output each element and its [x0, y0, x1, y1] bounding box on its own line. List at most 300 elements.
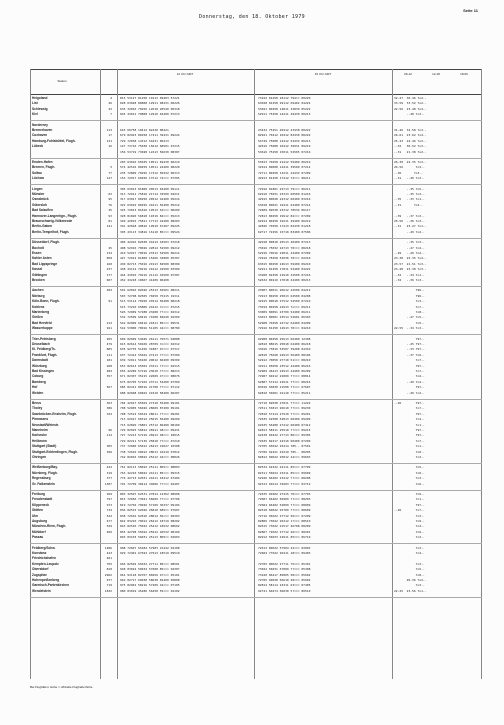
obs-12utc: 410 52917 70016 23313 52500 06214	[120, 250, 180, 255]
temp-extremes: 7o9--	[394, 529, 425, 534]
station-name: Lingen	[32, 186, 43, 191]
station-index: 160	[106, 261, 112, 266]
station-index: 479	[106, 341, 112, 346]
station-name: Köln-Bonn, Flugh.	[32, 299, 60, 304]
temp-extremes: --35 7o3--	[394, 240, 425, 245]
obs-12utc: 737 72600 65012 26213 19627 10308	[120, 444, 180, 449]
temp-extremes: --35 7o5--	[394, 186, 425, 191]
temp-extremes: 23-57 21-51 7o3--	[394, 261, 427, 266]
table-row	[30, 230, 482, 235]
station-index: 131	[106, 138, 112, 143]
temp-extremes: --28 7o3--	[394, 112, 425, 117]
obs-12utc: 742 82816 58022 25212 44=== 08826	[120, 455, 180, 459]
obs-15utc: 72705 80022 27711 75=== 05301	[258, 561, 311, 566]
station-index: 134	[106, 250, 112, 255]
temp-extremes: --31 23-27 7o1--	[394, 224, 427, 229]
obs-12utc: 542 53000 70016 51105 44=== 08789	[120, 326, 180, 331]
temp-extremes: 797--	[394, 385, 425, 390]
obs-15utc: 42915 80028 22312 60400 03216	[258, 197, 311, 202]
station-index: 43	[108, 106, 112, 111]
temp-extremes: 20-36 7o2--	[394, 577, 427, 582]
temp-extremes: 7o9--	[394, 519, 425, 523]
obs-15utc: 72913 80258 25813 62500 04208	[258, 293, 311, 298]
obs-15utc: 72705 60038 56610 48=== 05602	[258, 577, 311, 582]
temp-extremes: --36 7o3--	[394, 170, 423, 175]
temp-extremes: --35 --33 7o1--	[394, 197, 425, 202]
station-name: Darmstadt	[32, 358, 48, 363]
station-name: Hohenpeißenberg	[32, 577, 60, 582]
station-name: Hof	[32, 385, 38, 390]
obs-15utc: 82311 56024 23211 85=== 09609	[258, 470, 311, 475]
obs-15utc: 54729 75008 12412 54432 06213	[258, 138, 311, 143]
station-name: Weißenburg/Bay.	[32, 465, 58, 470]
obs-12utc: 156 53719 73028 12413 56630 08307	[120, 149, 180, 154]
temp-extremes: 7o8--	[394, 309, 425, 314]
obs-15utc: 63015 80258 22613 59400 09210	[258, 261, 311, 266]
station-index: 77	[108, 170, 112, 175]
station-name: Deuselbach	[32, 341, 50, 346]
obs-15utc: 72635 82217 22310 60400 07209	[258, 438, 311, 443]
station-index: 921	[106, 326, 112, 331]
station-name: Karlsruhe	[32, 433, 47, 438]
station-name: Trier-Petrisberg	[32, 336, 56, 341]
obs-12utc: 203 63010 65039 10511 69430 06219	[120, 160, 180, 164]
station-name: Soltau	[32, 170, 42, 175]
station-group	[30, 123, 482, 155]
station-name: Nürnberg, Flugh.	[32, 470, 58, 475]
station-index: 63	[108, 191, 112, 196]
station-name: List	[32, 101, 38, 106]
station-name: Hannover-Langenhgn., Flugh.	[32, 213, 78, 218]
footnote: Bei Flughäfen: Höhe = offizielle Flughafenhöhe	[30, 685, 93, 689]
temp-extremes: 7o3--	[394, 545, 425, 550]
obs-12utc: 395 43113 34816 16110 85=== 09524	[120, 229, 180, 234]
obs-12utc: 948 83022 50034 57608 85=== 04307	[120, 567, 180, 572]
temp-extremes: --29 7o4--	[394, 379, 425, 384]
obs-15utc: 72916 78258 52036 70=== 02210	[258, 256, 311, 261]
station-index: 406	[106, 529, 112, 534]
temp-extremes: 7o4--	[394, 417, 425, 422]
obs-12utc: 975 82901 58216 57209 44=== 07105	[120, 583, 180, 588]
date-line: Donnerstag, den 18. Oktober 1979	[199, 14, 305, 20]
obs-15utc: 62908 80258 25613 66400 12308	[258, 336, 311, 341]
station-index: 305	[106, 444, 112, 449]
station-index: 113	[106, 127, 112, 132]
obs-15utc: 32915 80018 27512 54500 07210	[258, 299, 311, 304]
obs-12utc: 028 63028 88808 12911 98431 06226	[120, 101, 180, 106]
station-name: Emden-Hafen	[32, 160, 53, 164]
station-group	[30, 187, 482, 236]
station-index: 443	[106, 550, 112, 555]
station-name: Passau	[32, 535, 44, 540]
obs-15utc: 72810 57214 27910 7?=== 09201	[258, 411, 311, 416]
obs-12utc: 819 72704 70026 57109 36337 09104	[120, 502, 180, 507]
obs-12utc: 532 72509 60416 71008 82640 04309	[120, 315, 180, 320]
obs-12utc: 542 82909 60416 21811 85=== 09531	[120, 320, 180, 325]
temp-extremes: 7o3--	[394, 561, 425, 566]
station-name: Bad Lippspringe	[32, 261, 58, 266]
obs-15utc: 72916 81258 12913 70=== 04210	[258, 326, 311, 331]
table-row	[30, 482, 482, 487]
station-name: Helgoland	[32, 96, 48, 100]
station-name: Regensburg	[32, 476, 51, 481]
obs-12utc: 713 62917 60312 25015 56400 09209	[120, 417, 180, 422]
station-index: 26	[108, 101, 112, 106]
station-name: Heilbronn	[32, 438, 47, 443]
obs-12utc: 609 82609 54026 26111 70571 04888	[120, 336, 180, 341]
station-index: 93	[108, 213, 112, 218]
temp-extremes: --39 --37 7o3--	[394, 213, 425, 218]
station-name: Kassel	[32, 267, 43, 272]
station-name: Kl. Feldberg/Ts.	[32, 347, 56, 352]
obs-12utc: 325 72813 81816 19513 54=== 00209	[120, 208, 180, 213]
station-index: 477	[106, 519, 112, 523]
obs-12utc: 855 42708 55022 25912 46532 08109	[120, 529, 180, 534]
table-row	[30, 455, 482, 460]
obs-12utc: 838 72616 62016 28012 56=== 09303	[120, 513, 180, 518]
station-index: 2962	[104, 572, 112, 577]
temp-extremes: 7o1--	[394, 422, 425, 427]
station-name: Neustadt/Weinstr.	[32, 422, 59, 427]
temp-extremes: 7o7--	[394, 406, 425, 411]
group-separator	[30, 286, 482, 287]
station-name: München-Riem, Flugh.	[32, 524, 67, 529]
obs-12utc: 715 62820 76801 25712 60400 08109	[120, 422, 180, 427]
station-name: Bocholt	[32, 245, 44, 250]
obs-12utc: 908 72607 65284 57903 21442 02108	[120, 545, 180, 550]
station-index: 111	[106, 352, 112, 357]
station-name: Oberstdorf	[32, 567, 49, 572]
obs-12utc: 615 82614 58106 28709 7o=== 04312	[120, 341, 180, 346]
station-index: 127	[106, 176, 112, 181]
temp-extremes: 7o4--	[394, 374, 425, 379]
temp-extremes: 7o3--	[394, 476, 425, 481]
temp-extremes: 797--	[394, 411, 425, 416]
group-separator	[30, 543, 482, 544]
station-index: 529	[106, 524, 112, 529]
station-name: Bamberg	[32, 379, 46, 384]
station-name: Wasserkuppe	[32, 326, 53, 331]
obs-15utc: 82807 72022 27712 46=== 08201	[258, 529, 311, 534]
station-index: 76	[108, 202, 112, 207]
station-index: 282	[106, 368, 112, 373]
obs-12utc: 836 82515 62026 26810 685== 07907	[120, 508, 180, 513]
station-name: Norderney	[32, 122, 48, 127]
station-index: 7	[110, 112, 112, 117]
station-group	[30, 546, 482, 595]
obs-15utc: 72916 81801 22713 79=== 06211	[258, 186, 311, 191]
temp-extremes: 25-56 --36 7o3--	[394, 218, 425, 223]
station-name: Tholey	[32, 406, 43, 411]
obs-15utc: 82921 70412 10412 82430 00222	[258, 133, 311, 138]
obs-15utc: 33016 73819 53507 39208 04310	[258, 347, 311, 352]
station-index: 797	[106, 497, 112, 502]
obs-12utc: 574 42516 80259 10511 24400 08220	[120, 165, 180, 170]
station-name: Braunschweig-Völkenrode	[32, 218, 73, 223]
station-name: Wendelstein	[32, 588, 51, 593]
station-name: Frankfurt, Flugh.	[32, 352, 58, 357]
obs-12utc: 503 72708 82505 70250 75215 19311	[120, 293, 180, 298]
obs-12utc: 708 52905 56026 28609 87200 09101	[120, 406, 180, 411]
temp-extremes: 7o1--	[394, 444, 425, 449]
station-index: 522	[106, 513, 112, 518]
obs-12utc: 685 82411 80516 21708 7?=== 07112	[120, 385, 180, 390]
obs-12utc: 501 62810 82026 25313 62501 08211	[120, 288, 180, 293]
obs-15utc: 72706 62221 22219 785-- 08205	[258, 449, 311, 454]
station-index: 377	[106, 476, 112, 481]
station-index: 269	[106, 492, 112, 496]
obs-15utc: 82912 56033 24911 85=== 06710	[258, 535, 311, 540]
station-group	[30, 401, 482, 460]
station-index: 607	[106, 277, 112, 282]
station-name: Göttingen	[32, 272, 48, 277]
page-number: Seite 11	[463, 8, 478, 13]
temp-extremes: --34 --34 7o1--	[394, 272, 425, 277]
temp-extremes: 33-59 33-52 7o2--	[394, 101, 427, 106]
obs-15utc: 42810 75028 24913 56400 08106	[258, 352, 311, 357]
obs-15utc: 83016 56830 21508 7?=== 07607	[258, 385, 311, 390]
obs-15utc: 62807 57214 22911 7?=== 08216	[258, 379, 311, 384]
temp-extremes: 797--	[394, 428, 425, 432]
station-index: 386	[106, 406, 112, 411]
station-name: Stuttgart-Echterdingen, Flugh.	[32, 449, 79, 454]
obs-12utc: 738 72610 60012 28013 44419 07812	[120, 449, 180, 454]
obs-15utc: 53013 70258 21412 59400 06219	[258, 160, 311, 164]
temp-extremes: 7o4--	[394, 524, 425, 529]
obs-15utc: 92721 60474 56030 5?=== 00510	[258, 588, 311, 593]
obs-12utc: 322 63019 80256 21611 56400 05212	[120, 202, 180, 207]
station-name: Mühldorf	[32, 529, 46, 534]
obs-15utc: 82518 60022 25709 7?=== 08609	[258, 508, 311, 513]
obs-15utc: 52908 70258 22712 62400 04209	[258, 320, 311, 325]
obs-15utc: 73222 81258 18112 794== 00220	[258, 96, 311, 100]
station-name: Stötten	[32, 508, 43, 513]
obs-12utc: 430 82713 75016 21913 82500 08309	[120, 261, 180, 266]
station-name: Öhringen	[32, 455, 47, 459]
obs-15utc: 42810 88015 25818 62400 06218	[258, 341, 311, 346]
obs-12utc: 708 72512 56524 28611 7?=== 09201	[120, 411, 180, 416]
obs-12utc: 317 63017 80256 20512 42400 05214	[120, 197, 180, 202]
station-name: Gütersloh	[32, 202, 48, 207]
station-index: 1832	[104, 588, 112, 593]
obs-12utc: 962 82717 60038 58638 82400 05808	[120, 577, 180, 582]
obs-12utc: 815 72656 73021 56609 7?=== 07706	[120, 497, 180, 502]
obs-15utc: 73022 56031 57809 7?=== 05308	[258, 567, 311, 572]
obs-15utc: 52926 66202 23412 7?=== 08208	[258, 476, 311, 481]
temp-extremes: --26 797--	[394, 401, 425, 405]
obs-15utc: 52916 70016 22811 42400 07209	[258, 250, 311, 255]
temp-extremes: 31-46 32-58 7o3--	[394, 127, 427, 132]
temp-extremes: --29 7o2--	[394, 390, 425, 395]
temp-extremes: --35 7o3--	[394, 191, 425, 196]
obs-15utc: 72607 66202 56909 7?=== 08203	[258, 497, 311, 502]
station-index: 363	[106, 401, 112, 405]
obs-15utc: 62717 72256 15710 83400 07506	[258, 229, 311, 234]
temp-extremes: 26-61 23-62 7o4--	[394, 133, 427, 138]
obs-12utc: 729 72038 14312 54431 06213	[120, 138, 169, 143]
station-name: Osnabrück	[32, 197, 49, 202]
obs-15utc: 92313 01614 32903 7?=== 03712	[258, 481, 311, 486]
temp-extremes: 7o9--	[394, 492, 425, 496]
station-name: Aachen	[32, 288, 44, 293]
station-name: Berlin-Gatow	[32, 224, 52, 229]
obs-12utc: 929 72401 67022 27913 18519 09510	[120, 550, 180, 555]
station-name: Garmisch-Partenkirchen	[32, 583, 70, 588]
obs-12utc: 679 82923 80258 17211 39431 09224	[120, 133, 180, 138]
obs-15utc: 72609 82038 23312 78534 06117	[258, 208, 311, 213]
obs-12utc: 843 82510 75022 25412 18532 08602	[120, 524, 180, 529]
temp-extremes: 7o4--	[394, 550, 425, 555]
station-index: 319	[106, 470, 112, 475]
station-group	[30, 240, 482, 283]
station-index: 705	[106, 561, 112, 566]
station-group	[30, 160, 482, 182]
station-name: Freudenstadt	[32, 497, 53, 502]
header-col-12-18: 12-18	[432, 72, 440, 76]
obs-15utc: 82534 62222 24111 85=== 07709	[258, 465, 311, 470]
temp-extremes: --32 --36 7o3--	[394, 277, 425, 282]
station-index: 858	[106, 256, 112, 261]
station-index: 567	[106, 385, 112, 390]
temp-extremes: 797--	[394, 502, 425, 507]
obs-12utc: 655 42209 57216 23010 7?=== 08213	[120, 368, 180, 373]
obs-15utc: 52912 70058 27710 51=== 08210	[258, 358, 311, 363]
group-separator	[30, 490, 482, 491]
obs-15utc: 72813 80258 19912 84=== 07209	[258, 213, 311, 218]
obs-12utc: 045 43011 70808 12910 64400 07213	[120, 112, 180, 117]
obs-15utc: 73016 75032 24713 70=== 08218	[258, 245, 311, 250]
obs-12utc: 842 83210 70012 26212 18719 08202	[120, 519, 180, 523]
temp-extremes: --31 --20 7o3--	[394, 176, 425, 181]
station-name: Marienberg	[32, 309, 50, 314]
station-name: Konstanz	[32, 550, 47, 555]
table-row	[30, 535, 482, 540]
station-name: Zugspitze	[32, 572, 47, 577]
group-separator	[30, 158, 482, 159]
table-row	[30, 326, 482, 331]
obs-15utc: 73220 06417 85805 58=== 05602	[258, 572, 311, 577]
station-name: Hamburg-Fuhlsbüttel, Flugh.	[32, 138, 76, 143]
obs-15utc: 53013 80001 23514 52601 06303	[258, 315, 311, 320]
obs-15utc: 72613 80022 57904 22=== 02003	[258, 545, 311, 550]
temp-extremes: 22-25 23-56 7o1--	[394, 588, 427, 593]
station-index: 734	[106, 508, 112, 513]
obs-12utc: 704 42917 65504 27310 55400 09101	[120, 401, 180, 405]
obs-12utc: 391 42818 40816 19910 67407 09225	[120, 224, 180, 229]
temp-extremes: 7o0--	[394, 470, 425, 475]
group-separator	[30, 463, 482, 464]
temp-extremes: --29 --29 7o2--	[394, 250, 425, 255]
station-group	[30, 465, 482, 487]
obs-15utc: 53616 75258 15011 52505 07216	[258, 149, 311, 154]
obs-15utc: 62810 56001 22110 7?=== 05211	[258, 390, 311, 395]
obs-15utc: 62813 58211 25910 7?=== 09215	[258, 428, 311, 432]
station-name: Essen	[32, 250, 42, 255]
temp-extremes: 797--	[394, 433, 425, 438]
obs-12utc: 671 82307 35215 22609 4?=== 08876	[120, 374, 180, 379]
obs-15utc: 62910 75031 23313 60500 01216	[258, 191, 311, 196]
station-name: Saarbrücken-Ensheim, Flugh.	[32, 411, 77, 416]
obs-12utc: 763 42210 58022 24111 85=== 09315	[120, 470, 180, 475]
station-index: 977	[106, 577, 112, 582]
obs-12utc: 961 93118 82707 86956 9?=== 05101	[120, 572, 180, 577]
station-name: Klippeneck	[32, 502, 50, 507]
obs-15utc: 42913 81258 17412 72=== 08211	[258, 176, 311, 181]
obs-12utc: 526 72909 57288 23208 7?=== 04312	[120, 309, 180, 314]
temp-extremes: 7o5--	[394, 567, 425, 572]
obs-12utc: 147 73716 75038 15612 68501 07215	[120, 144, 180, 149]
temp-extremes: --31 21-38 7o2--	[394, 149, 427, 154]
station-name: Kempten-Leupolz	[32, 561, 59, 566]
header-col-06-12: 06-12	[404, 72, 412, 76]
obs-12utc: 400 42916 82038 24214 42503 07218	[120, 240, 180, 245]
obs-12utc: 444 43010 70216 21112 42500 07307	[120, 272, 180, 277]
table-row	[30, 150, 482, 155]
obs-12utc: 980 83019 45286 56258 55=== 02102	[120, 588, 180, 593]
obs-15utc: 33208 82258 21910 32500 07216	[258, 272, 311, 277]
group-separator	[30, 120, 482, 121]
obs-12utc: 643 60758 10412 82430 08221	[120, 127, 169, 132]
obs-15utc: 42918 80818 25513 40400 07213	[258, 240, 311, 245]
obs-12utc: 803 32507 62531 27814 12362 08908	[120, 492, 180, 496]
station-name: Münster	[32, 191, 45, 196]
obs-12utc: 515 73210 65806 24412 7o=== 07215	[120, 304, 180, 309]
temp-extremes: --29 7o2--	[394, 229, 425, 234]
obs-15utc: 42616 75008 10412 39931 09219	[258, 144, 311, 149]
temp-extremes: 24-56 7o3--	[394, 165, 425, 170]
station-name: Bad Kissingen	[32, 368, 55, 373]
temp-extremes: 23-38 22-35 7o4--	[394, 256, 427, 261]
station-index: 81	[108, 218, 112, 223]
station-index: 401	[106, 556, 112, 561]
temp-extremes: --26 7o7--	[394, 508, 425, 513]
station-name: Pirmasens	[32, 417, 49, 422]
obs-12utc: 340 42815 75811 17713 42400 08203	[120, 218, 180, 223]
station-index: 212	[106, 320, 112, 325]
obs-15utc: 52911 81258 17811 54400 04222	[258, 267, 311, 272]
station-name: Ulm	[32, 513, 39, 518]
station-index: 16	[108, 144, 112, 149]
obs-15utc: 62914 80258 19211 49400 06219	[258, 218, 311, 223]
temp-extremes: 32-47 30-46 7o2--	[394, 96, 427, 100]
group-separator	[30, 184, 482, 185]
station-name: Würzburg	[32, 363, 47, 368]
station-name: Bremerhaven	[32, 127, 53, 132]
temp-extremes: --37 7o6--	[394, 352, 425, 357]
station-group	[30, 288, 482, 331]
station-index: 35	[108, 208, 112, 213]
station-name: Schleswig	[32, 106, 48, 111]
obs-15utc: 72710 82038 27811 7?=== 11222	[258, 401, 311, 405]
obs-15utc: 72604 66202 52809 7?=== 08009	[258, 502, 311, 507]
temp-extremes: 7o0--	[394, 449, 425, 454]
obs-12utc: 438 43112 70216 21612 42500 03309	[120, 267, 180, 272]
station-index: 265	[106, 336, 112, 341]
obs-12utc: 513 53114 70250 24514 56408 08218	[120, 299, 180, 304]
obs-12utc: 313 72911 75816 21714 32500 04211	[120, 191, 180, 196]
group-separator	[30, 334, 482, 335]
obs-12utc: 637 72414 55042 27213 7?=== 07309	[120, 352, 180, 357]
temp-extremes: --27 7o4--	[394, 245, 425, 250]
obs-15utc: 63028 81258 29112 69402 04222	[258, 101, 311, 106]
temp-extremes: 22-56 23-48 7o4--	[394, 106, 427, 111]
obs-15utc: 72604 77022 26411 18=== 09403	[258, 550, 311, 555]
station-index: 141	[106, 224, 112, 229]
temp-extremes: --32 30-52 7o3--	[394, 144, 427, 149]
table-row	[30, 589, 482, 594]
station-group	[30, 337, 482, 396]
obs-15utc: 42826 70258 17413 82430 01218	[258, 224, 311, 229]
